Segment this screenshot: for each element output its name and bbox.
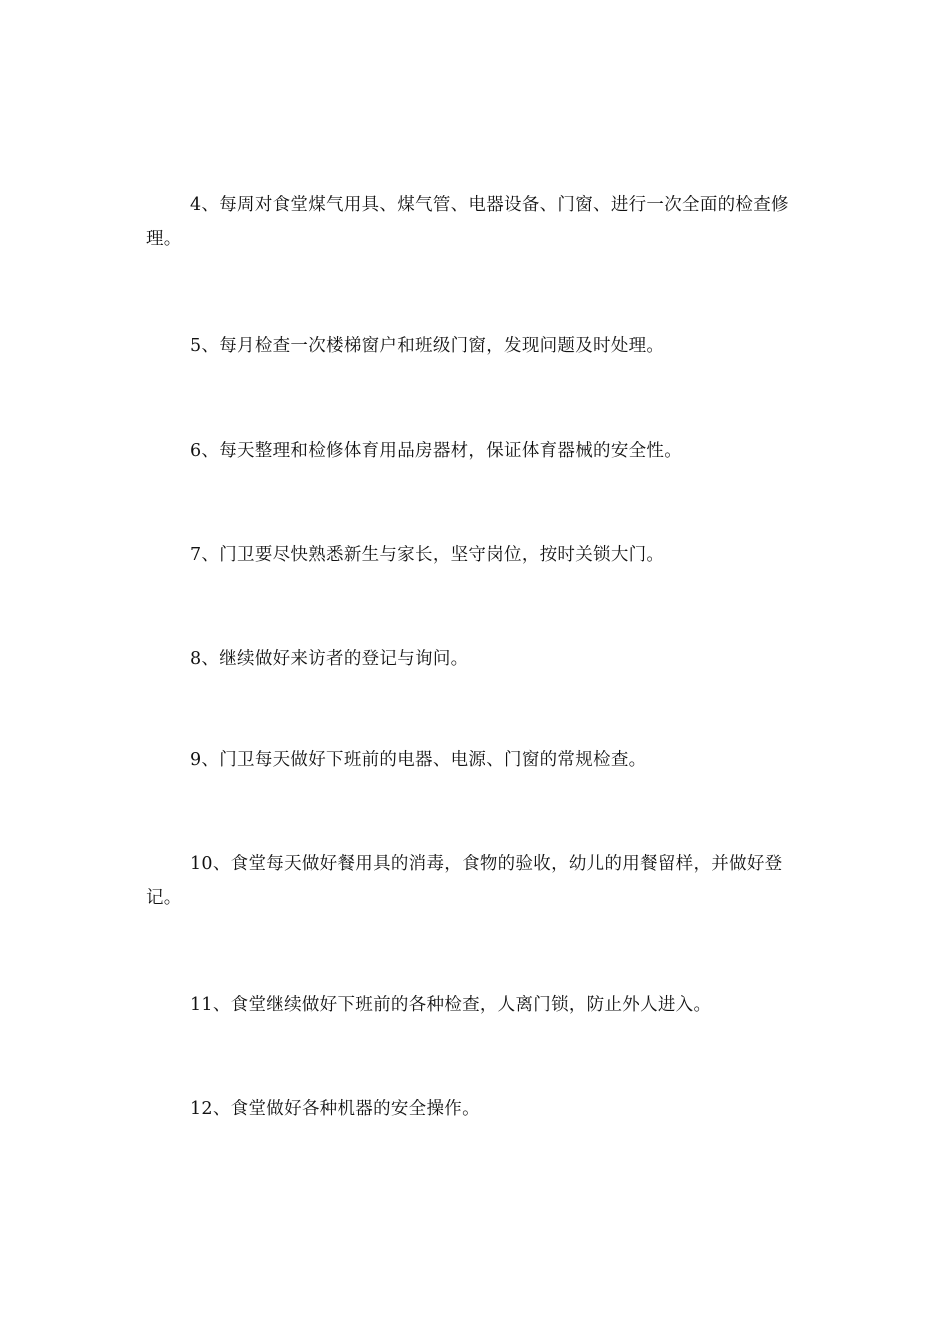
paragraph-item-12: 12、食堂做好各种机器的安全操作。 — [190, 1099, 480, 1119]
paragraph-item-6: 6、每天整理和检修体育用品房器材，保证体育器械的安全性。 — [190, 441, 683, 461]
paragraph-item-10: 10、食堂每天做好餐用具的消毒，食物的验收，幼儿的用餐留样，并做好登记。 — [146, 854, 783, 908]
paragraph-item-8: 8、继续做好来访者的登记与询问。 — [190, 649, 469, 669]
paragraph-item-11: 11、食堂继续做好下班前的各种检查，人离门锁，防止外人进入。 — [190, 995, 712, 1015]
paragraph-item-7: 7、门卫要尽快熟悉新生与家长，坚守岗位，按时关锁大门。 — [190, 545, 665, 565]
paragraph-item-5: 5、每月检查一次楼梯窗户和班级门窗，发现问题及时处理。 — [190, 336, 665, 356]
paragraph-item-9: 9、门卫每天做好下班前的电器、电源、门窗的常规检查。 — [190, 750, 647, 770]
paragraph-item-4: 4、每周对食堂煤气用具、煤气管、电器设备、门窗、进行一次全面的检查修理。 — [146, 195, 789, 249]
